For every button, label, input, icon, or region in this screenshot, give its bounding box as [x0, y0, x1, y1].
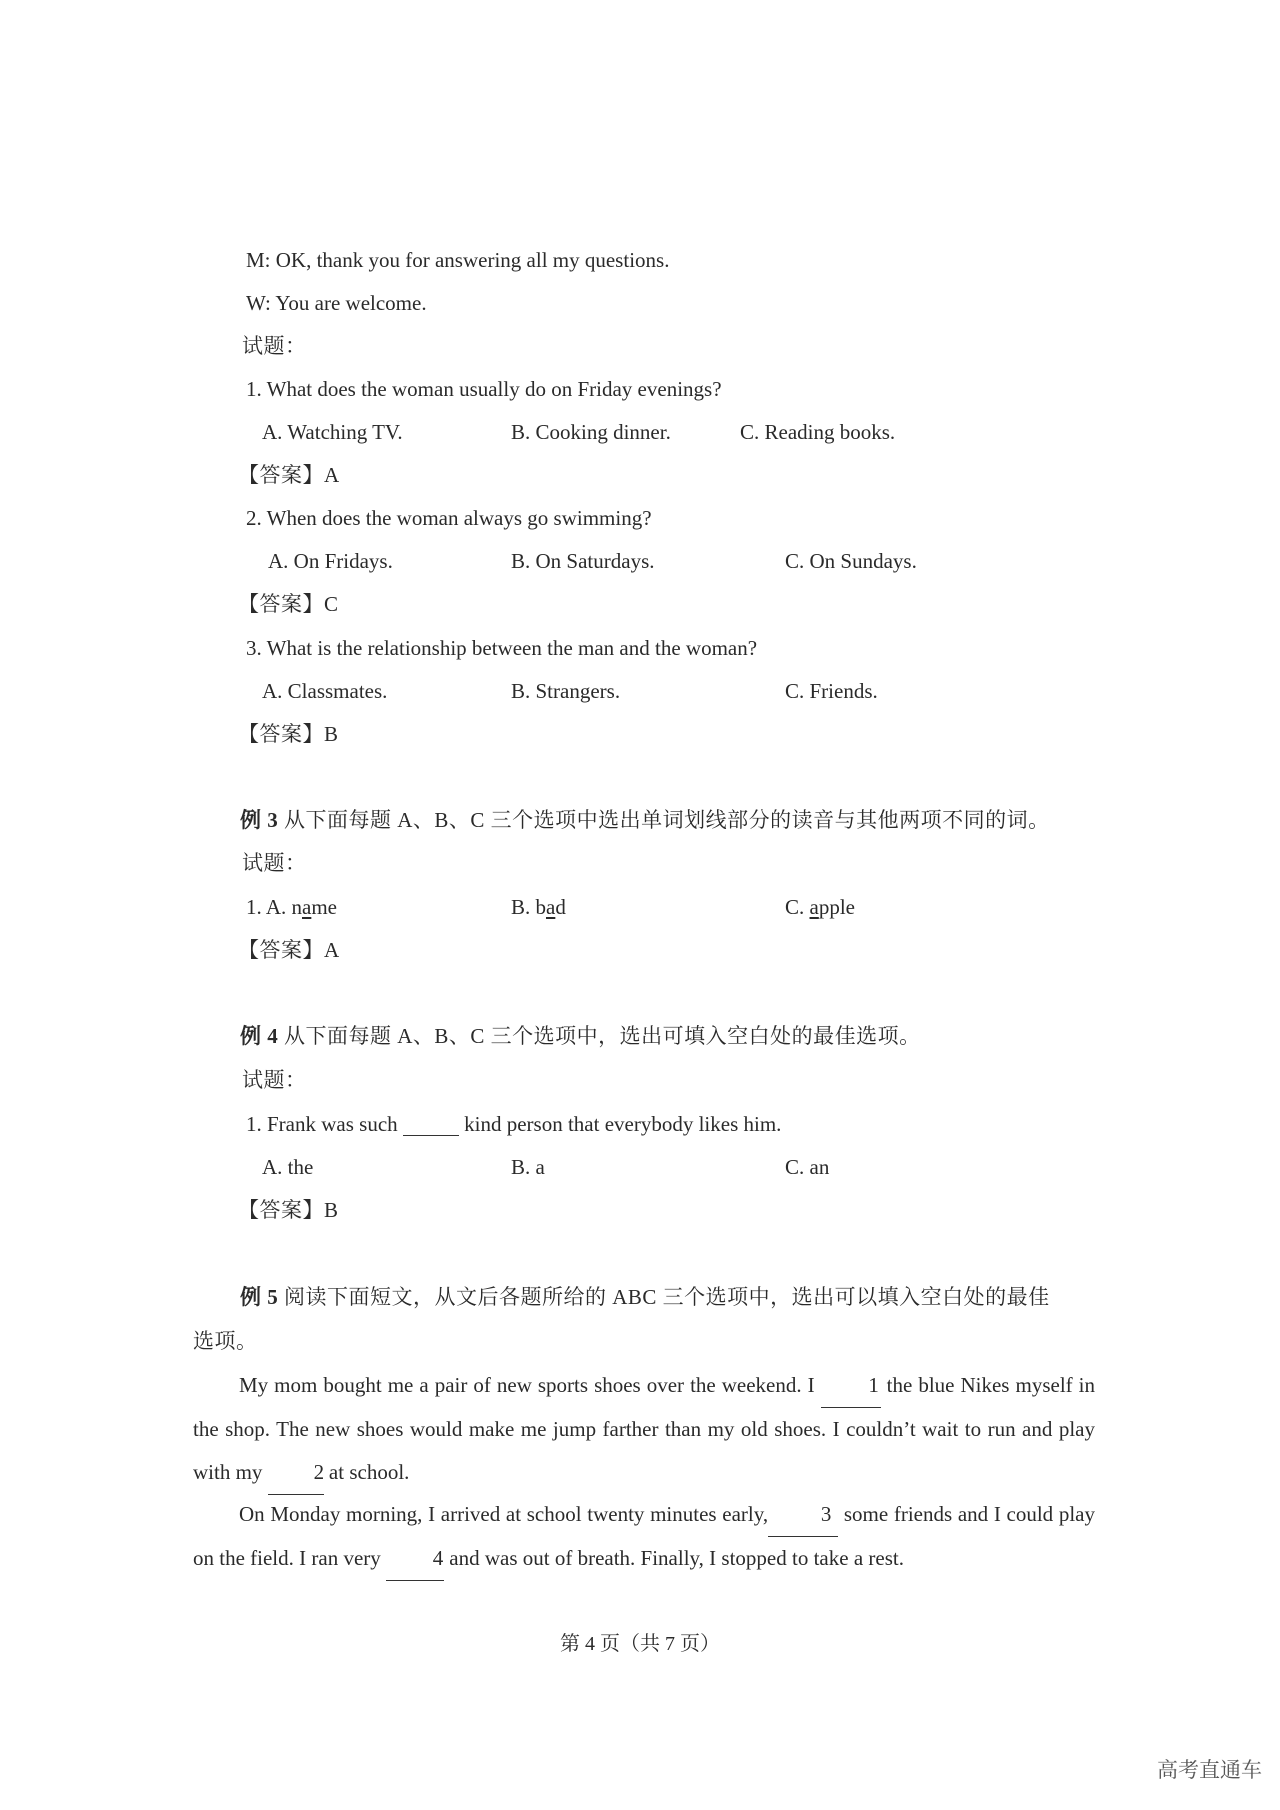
q2-option-b: B. On Saturdays.: [511, 549, 655, 573]
page-footer: 第 4 页（共 7 页）: [560, 1633, 720, 1655]
ex3-q1-c-underlined: a: [809, 895, 819, 919]
passage-p1-part-c: at school.: [328, 1460, 410, 1484]
example-5-instruction-cont: 选项。: [193, 1329, 258, 1353]
ex3-q1-a-prefix: 1. A. n: [246, 895, 303, 919]
ex4-q1-option-a: A. the: [262, 1155, 314, 1179]
blank-2: 2: [268, 1451, 324, 1495]
passage-p1-part-b: the blue Nikes myself in the shop. The new shoes would make me jump farther than my old shoes. I couldn’t wait to run and play with my: [193, 1373, 1095, 1484]
question-2: 2. When does the woman always go swimming?: [246, 506, 652, 530]
example-5-instruction: 阅读下面短文，从文后各题所给的 ABC 三个选项中，选出可以填入空白处的最佳: [284, 1285, 1050, 1309]
example-5-number: 例 5: [240, 1285, 279, 1309]
question-3: 3. What is the relationship between the man and the woman?: [246, 636, 758, 660]
ex4-q1-blank: [403, 1114, 459, 1136]
q3-option-a: A. Classmates.: [262, 679, 388, 703]
ex4-q1-option-c: C. an: [785, 1155, 830, 1179]
ex4-question-1: [246, 1114, 781, 1136]
example-5-heading: [240, 1287, 1050, 1308]
dialogue-man-line: M: OK, thank you for answering all my questions.: [246, 248, 670, 272]
q3-option-b: B. Strangers.: [511, 679, 621, 703]
ex3-q1-option-a: [246, 897, 337, 918]
questions-label: 试题：: [242, 334, 307, 358]
example-4-heading: [240, 1026, 921, 1047]
passage-p2-part-b: some friends and I could play on the field. I ran very: [193, 1502, 1095, 1570]
ex3-q1-a-underlined: a: [302, 895, 312, 919]
ex3-q1-a-suffix: me: [311, 895, 337, 919]
ex3-q1-option-c: [785, 897, 855, 918]
q2-option-a: A. On Fridays.: [268, 549, 393, 573]
q1-option-a: A. Watching TV.: [262, 420, 403, 444]
example-4-number: 例 4: [240, 1024, 279, 1048]
ex4-q1-option-b: B. a: [511, 1155, 545, 1179]
example-4-instruction: 从下面每题 A、B、C 三个选项中，选出可填入空白处的最佳选项。: [284, 1024, 921, 1048]
example-3-heading: [240, 810, 1050, 831]
ex3-q1-b-underlined: a: [546, 895, 556, 919]
ex3-q1-b-suffix: d: [555, 895, 566, 919]
q2-option-c: C. On Sundays.: [785, 549, 917, 573]
example-4-answer: 【答案】B: [238, 1198, 339, 1222]
q2-answer: 【答案】C: [238, 592, 339, 616]
dialogue-woman-line: W: You are welcome.: [246, 291, 427, 315]
q3-answer: 【答案】B: [238, 722, 339, 746]
example-3-instruction: 从下面每题 A、B、C 三个选项中选出单词划线部分的读音与其他两项不同的词。: [284, 808, 1050, 832]
ex3-q1-b-prefix: B. b: [511, 895, 547, 919]
passage-paragraph-2: [193, 1493, 1095, 1581]
example-3-number: 例 3: [240, 808, 279, 832]
blank-1: 1: [821, 1364, 881, 1408]
ex3-q1-c-prefix: C.: [785, 895, 810, 919]
blank-4: 4: [386, 1537, 444, 1581]
watermark: 高考直通车: [1157, 1758, 1262, 1782]
passage-paragraph-1: [193, 1364, 1095, 1495]
ex4-q1-text-before: 1. Frank was such: [246, 1112, 398, 1136]
q1-answer: 【答案】A: [238, 463, 340, 487]
example-3-questions-label: 试题：: [242, 851, 307, 875]
q1-option-b: B. Cooking dinner.: [511, 420, 671, 444]
ex3-q1-c-suffix: pple: [818, 895, 855, 919]
ex4-q1-text-after: kind person that everybody likes him.: [464, 1112, 782, 1136]
q1-option-c: C. Reading books.: [740, 420, 896, 444]
q3-option-c: C. Friends.: [785, 679, 878, 703]
question-1: 1. What does the woman usually do on Friday evenings?: [246, 377, 722, 401]
passage-p2-part-a: On Monday morning, I arrived at school twenty minutes early,: [239, 1502, 769, 1526]
passage-p2-part-c: and was out of breath. Finally, I stopped to take a rest.: [449, 1546, 904, 1570]
example-3-answer: 【答案】A: [238, 938, 340, 962]
blank-3: 3: [768, 1493, 838, 1537]
example-4-questions-label: 试题：: [242, 1068, 307, 1092]
passage-p1-part-a: My mom bought me a pair of new sports shoes over the weekend. I: [239, 1373, 815, 1397]
ex3-q1-option-b: [511, 897, 566, 918]
